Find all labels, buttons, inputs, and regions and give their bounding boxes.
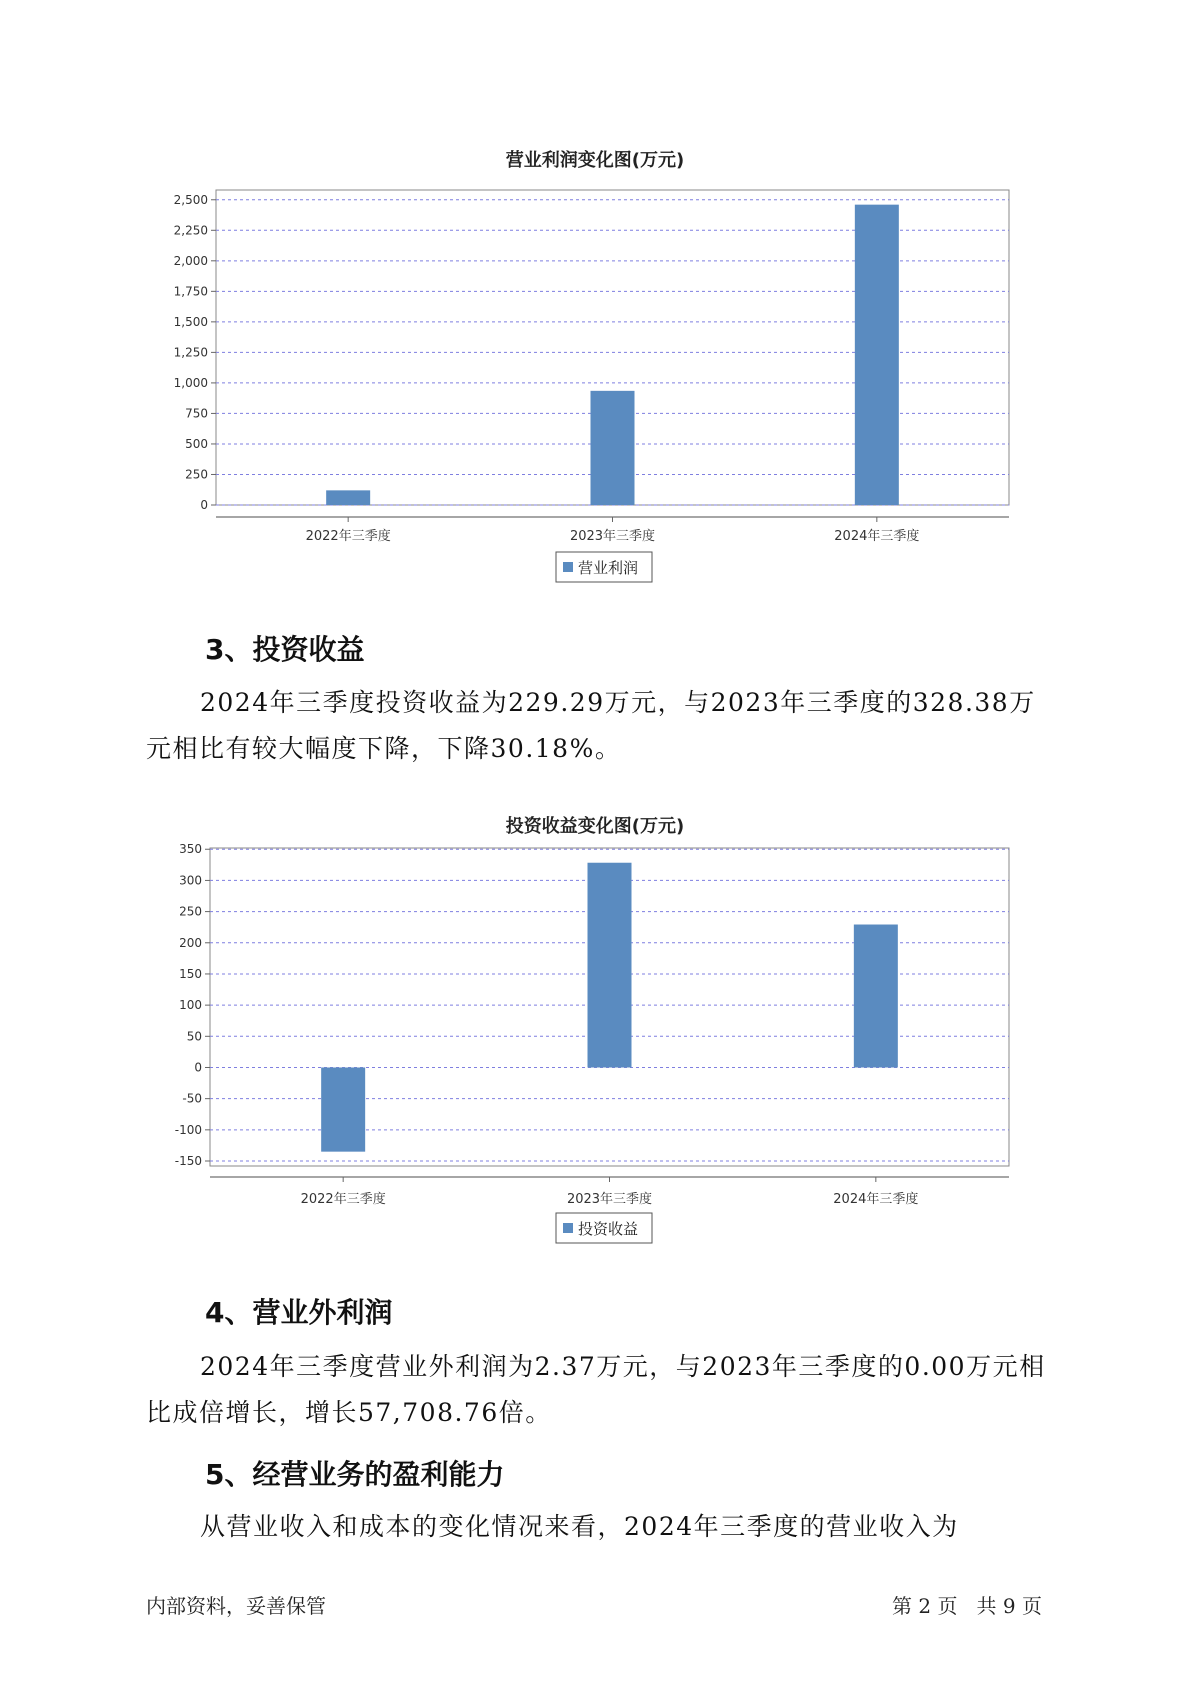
section-5-heading: 5、经营业务的盈利能力 xyxy=(205,1458,505,1491)
y-tick-label: -100 xyxy=(174,1122,202,1137)
investment-income-chart xyxy=(0,806,1191,1266)
y-tick-label: 0 xyxy=(200,498,208,512)
y-tick-label: 0 xyxy=(194,1060,202,1075)
section-5-paragraph: 从营业收入和成本的变化情况来看，2024年三季度的营业收入为 xyxy=(200,1512,959,1541)
y-tick-label: 2,000 xyxy=(173,253,208,268)
y-tick-label: -150 xyxy=(174,1154,202,1169)
footer-confidential-note: 内部资料，妥善保管 xyxy=(146,1594,326,1618)
bar xyxy=(854,925,898,1068)
legend-label: 投资收益 xyxy=(578,1220,639,1238)
chart-title: 营业利润变化图(万元) xyxy=(505,150,685,171)
y-tick-label: 1,250 xyxy=(173,345,208,360)
bar xyxy=(326,490,370,505)
x-tick-label: 2024年三季度 xyxy=(834,529,920,544)
bar xyxy=(321,1067,365,1151)
x-tick-label: 2022年三季度 xyxy=(305,529,391,544)
legend-label: 营业利润 xyxy=(578,559,639,577)
x-tick-label: 2023年三季度 xyxy=(569,529,656,544)
section-3-paragraph: 2024年三季度投资收益为229.29万元，与2023年三季度的328.38万元相比有较大幅度下降，下降30.18%。 xyxy=(146,688,1036,763)
legend-swatch xyxy=(563,1223,573,1233)
operating-profit-chart xyxy=(0,140,1191,600)
y-tick-label: 1,000 xyxy=(173,375,208,390)
y-tick-label: 150 xyxy=(179,966,202,981)
y-tick-label: 350 xyxy=(179,842,202,857)
y-tick-label: 2,500 xyxy=(173,192,208,207)
y-tick-label: 200 xyxy=(179,935,202,950)
chart-title: 投资收益变化图(万元) xyxy=(505,816,685,837)
y-tick-label: 2,250 xyxy=(173,223,208,238)
y-tick-label: 500 xyxy=(185,436,208,451)
x-tick-label: 2023年三季度 xyxy=(566,1192,653,1207)
footer-page-number: 第 2 页 共 9 页 xyxy=(892,1594,1042,1618)
section-4-paragraph: 2024年三季度营业外利润为2.37万元，与2023年三季度的0.00万元相比成倍增长，增长57,708.76倍。 xyxy=(146,1352,1046,1427)
y-tick-label: 50 xyxy=(186,1029,202,1044)
legend-swatch xyxy=(563,562,573,572)
y-tick-label: -50 xyxy=(182,1091,202,1106)
bar xyxy=(588,863,632,1068)
y-tick-label: 750 xyxy=(185,406,208,421)
y-tick-label: 1,750 xyxy=(173,284,208,299)
section-4-heading: 4、营业外利润 xyxy=(205,1296,393,1329)
x-tick-label: 2024年三季度 xyxy=(833,1192,919,1207)
bar xyxy=(591,391,635,505)
bar xyxy=(855,205,899,505)
section-3-heading: 3、投资收益 xyxy=(205,633,365,666)
y-tick-label: 250 xyxy=(179,904,202,919)
y-tick-label: 300 xyxy=(179,873,202,888)
y-tick-label: 100 xyxy=(179,998,202,1013)
x-tick-label: 2022年三季度 xyxy=(300,1192,386,1207)
y-tick-label: 1,500 xyxy=(173,314,208,329)
y-tick-label: 250 xyxy=(185,467,208,482)
